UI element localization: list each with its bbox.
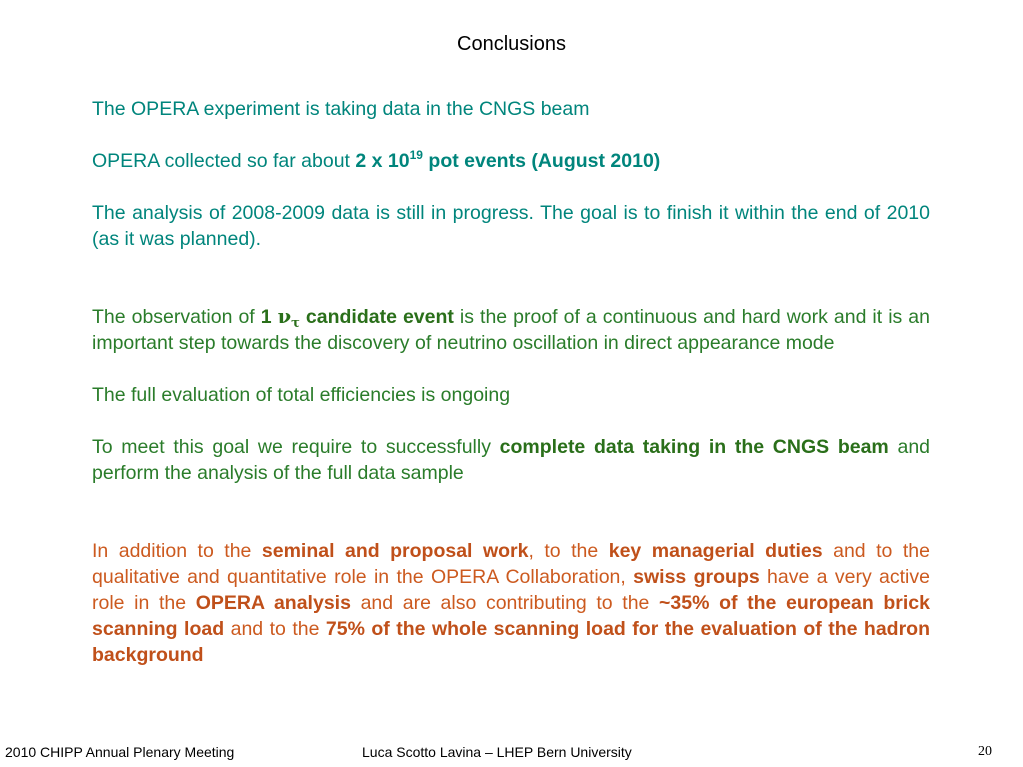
- swiss-bold-6: 75% of the whole scanning load for the evaluation of the hadron background: [92, 618, 931, 666]
- swiss-bold-5: ~35% of the european brick scanning load: [92, 592, 931, 640]
- swiss-text-4: have a very active role in the: [92, 566, 930, 614]
- paragraph-data-taking: The OPERA experiment is taking data in the CNGS beam: [92, 98, 590, 120]
- swiss-bold-1: seminal and proposal work: [261, 540, 529, 562]
- pot-value: [355, 150, 660, 172]
- pot-exponent: 19: [409, 148, 423, 162]
- paragraph-observation: [92, 304, 930, 356]
- paragraph-analysis-status: The analysis of 2008-2009 data is still in progress. The goal is to finish it within the end of 2010 (as it was planned).: [92, 202, 930, 250]
- swiss-text-6: and to the: [224, 618, 326, 640]
- pot-value-base: 2 x 10: [355, 150, 410, 172]
- candidate-count: 1: [260, 306, 272, 328]
- slide-content: [92, 96, 930, 668]
- goal-prefix: To meet this goal we require to successfully: [92, 436, 500, 458]
- goal-bold: complete data taking in the CNGS beam: [499, 436, 889, 458]
- swiss-bold-3: swiss groups: [633, 566, 760, 588]
- pot-value-suffix: pot events (August 2010): [422, 150, 661, 172]
- observation-suffix: is the proof of a continuous and hard work and it is an important step towards the discovery of neutrino oscillation in direct appearance mode: [92, 306, 930, 354]
- paragraph-efficiencies: The full evaluation of total efficiencies is ongoing: [92, 384, 511, 406]
- swiss-text-3: and to the qualitative and quantitative role in the OPERA Collaboration,: [92, 540, 930, 588]
- swiss-bold-4: OPERA analysis: [195, 592, 351, 614]
- goal-suffix: and perform the analysis of the full data sample: [92, 436, 931, 484]
- page-number: 20: [978, 744, 992, 759]
- paragraph-pot-events: [92, 148, 930, 174]
- paragraph-swiss-contribution: [92, 538, 930, 668]
- swiss-bold-2: key managerial duties: [608, 540, 823, 562]
- tau-subscript: τ: [291, 316, 300, 331]
- pot-prefix: OPERA collected so far about: [92, 150, 356, 172]
- swiss-text-1: In addition to the: [92, 540, 262, 562]
- candidate-event-label: candidate event: [299, 306, 454, 328]
- footer-meeting: 2010 CHIPP Annual Plenary Meeting: [5, 744, 235, 760]
- observation-prefix: The observation of: [92, 306, 261, 328]
- paragraph-goal: [92, 434, 930, 486]
- swiss-text-2: , to the: [528, 540, 609, 562]
- candidate-event: [260, 305, 454, 331]
- footer-author: Luca Scotto Lavina – LHEP Bern University: [362, 744, 632, 760]
- swiss-text-5: and are also contributing to the: [350, 592, 660, 614]
- slide-title: Conclusions: [457, 33, 566, 55]
- nu-symbol: ν: [277, 305, 292, 328]
